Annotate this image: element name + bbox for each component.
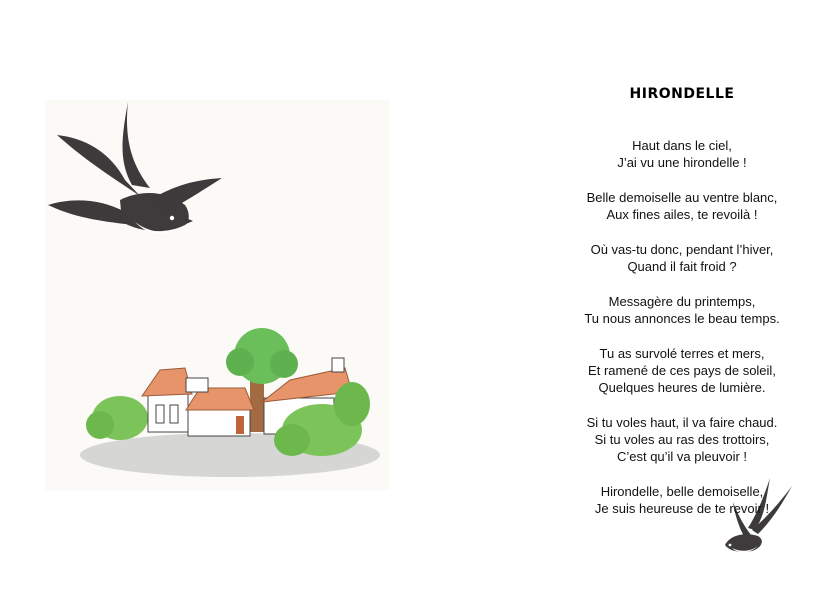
poem-title: HIRONDELLE bbox=[629, 86, 735, 102]
stanza-4 bbox=[512, 293, 839, 327]
poem-line: Hirondelle, belle demoiselle, bbox=[600, 484, 764, 499]
poem-line: Tu nous annonces le beau temps. bbox=[584, 311, 780, 326]
poem-line: Où vas-tu donc, pendant l’hiver, bbox=[590, 242, 774, 257]
poem bbox=[512, 86, 839, 535]
poem-line: Si tu voles haut, il va faire chaud. bbox=[586, 415, 778, 430]
poem-line: Quand il fait froid ? bbox=[627, 259, 737, 274]
poem-line: Haut dans le ciel, bbox=[632, 138, 732, 153]
poem-line: Messagère du printemps, bbox=[608, 294, 756, 309]
poem-line: C’est qu’il va pleuvoir ! bbox=[616, 449, 748, 464]
stanza-5 bbox=[512, 345, 839, 396]
poem-line: J’ai vu une hirondelle ! bbox=[617, 155, 747, 170]
stanza-7 bbox=[512, 483, 839, 517]
poem-line: Si tu voles au ras des trottoirs, bbox=[594, 432, 770, 447]
stanza-1 bbox=[512, 137, 839, 171]
poem-line: Aux fines ailes, te revoilà ! bbox=[606, 207, 758, 222]
stanza-3 bbox=[512, 241, 839, 275]
poem-line: Quelques heures de lumière. bbox=[598, 380, 766, 395]
stanza-2 bbox=[512, 189, 839, 223]
stanza-6 bbox=[512, 414, 839, 465]
poem-line: Tu as survolé terres et mers, bbox=[599, 346, 765, 361]
poem-line: Et ramené de ces pays de soleil, bbox=[588, 363, 776, 378]
poem-line: Je suis heureuse de te revoir ! bbox=[594, 501, 770, 516]
poem-line: Belle demoiselle au ventre blanc, bbox=[586, 190, 778, 205]
